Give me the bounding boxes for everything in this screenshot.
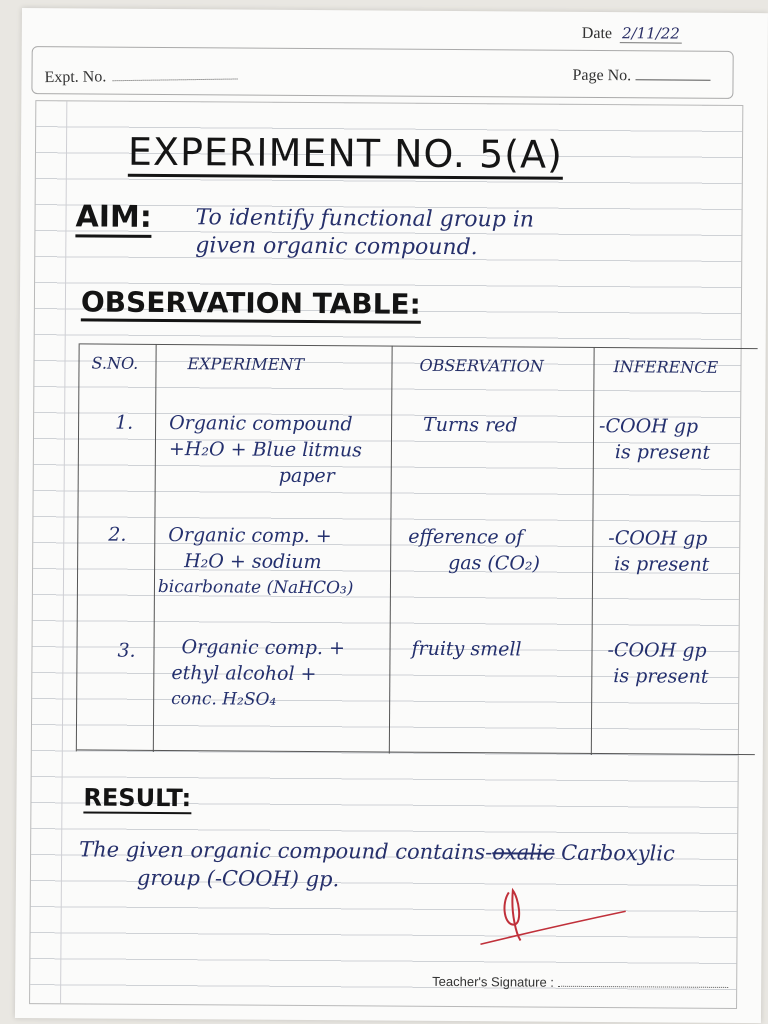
row2-observation: [408, 524, 540, 577]
result-text: [79, 835, 759, 896]
page-title: [128, 130, 563, 177]
header-inference: INFERENCE: [613, 357, 719, 377]
row1-obs-line1: Turns red: [423, 413, 518, 437]
header-experiment: EXPERIMENT: [187, 354, 305, 374]
signature-label: Teacher's Signature :: [432, 973, 554, 990]
col-divider-1: [153, 344, 157, 752]
row1-exp-line3: paper: [278, 464, 335, 488]
date-value: 2/11/22: [620, 24, 682, 43]
result-line1-main: The given organic compound contains-: [79, 837, 493, 865]
observation-table: [76, 343, 758, 756]
teacher-signature-mark: [460, 874, 631, 955]
page-no-field: [572, 67, 710, 86]
row2-obs-line1: efference of: [408, 525, 524, 549]
signature-line: [558, 986, 728, 988]
header-sno: S.NO.: [91, 353, 139, 373]
expt-no-field: [44, 66, 237, 87]
header-box: [31, 46, 733, 99]
aim-line-2: given organic compound.: [195, 233, 478, 261]
aim-line-1: To identify functional group in: [195, 205, 535, 233]
result-label-text: RESULT:: [83, 783, 192, 813]
row3-exp-line3: conc. H₂SO₄: [171, 689, 277, 710]
observation-label-text: OBSERVATION TABLE:: [81, 285, 421, 323]
row2-sno: 2.: [108, 523, 127, 546]
row3-experiment: [171, 634, 390, 714]
row2-obs-line2: gas (CO₂): [448, 551, 541, 575]
row3-exp-line2: ethyl alcohol +: [171, 662, 317, 686]
table-bottom-border: [77, 749, 755, 755]
row2-exp-line1: Organic comp. +: [168, 524, 332, 548]
row2-inf-line2: is present: [614, 553, 710, 576]
page-no-line: [635, 79, 710, 81]
aim-text: [195, 204, 715, 264]
margin-line: [60, 101, 67, 1003]
row1-inference: [599, 413, 711, 466]
row3-inf-line2: is present: [613, 665, 709, 688]
row3-obs-line1: fruity smell: [411, 637, 522, 661]
row2-inference: [608, 525, 710, 578]
result-heading: [83, 783, 191, 812]
date-label: Date: [581, 24, 613, 43]
col-divider-3: [591, 347, 595, 755]
row1-experiment: [169, 410, 390, 490]
title-text: EXPERIMENT NO. 5(A): [128, 130, 563, 180]
date-field: [582, 24, 682, 44]
row1-observation: [423, 412, 518, 439]
row2-exp-line3: bicarbonate (NaHCO₃): [157, 576, 354, 599]
row1-exp-line1: Organic compound: [169, 412, 353, 436]
aim-heading: [75, 199, 151, 235]
observation-heading: [81, 285, 421, 320]
row3-sno: 3.: [117, 639, 136, 662]
expt-no-line: [112, 78, 237, 81]
result-line-2: group (-COOH) gp.: [136, 865, 340, 892]
row1-inf-line1: -COOH gp: [599, 415, 699, 438]
row1-sno: 1.: [115, 411, 134, 434]
notebook-page: [15, 8, 768, 1023]
page-no-label: Page No.: [572, 66, 632, 85]
expt-no-label: Expt. No.: [44, 68, 107, 87]
row2-experiment: [158, 522, 391, 602]
row3-exp-line1: Organic comp. +: [181, 636, 346, 660]
ruled-area: [29, 100, 743, 1009]
row1-exp-line2: +H₂O + Blue litmus: [168, 438, 363, 462]
aim-label-text: AIM:: [75, 199, 151, 238]
row1-inf-line2: is present: [614, 441, 711, 464]
result-correction: Carboxylic: [561, 840, 675, 866]
result-struck-word: oxalic: [492, 840, 555, 865]
row2-inf-line1: -COOH gp: [608, 527, 708, 550]
table-top-border: [80, 343, 758, 349]
signature-field: [432, 974, 728, 991]
row3-inf-line1: -COOH gp: [607, 639, 707, 662]
row3-inference: [607, 637, 709, 690]
row2-exp-line2: H₂O + sodium: [184, 550, 322, 574]
row3-observation: [411, 636, 521, 663]
header-observation: OBSERVATION: [419, 355, 544, 376]
